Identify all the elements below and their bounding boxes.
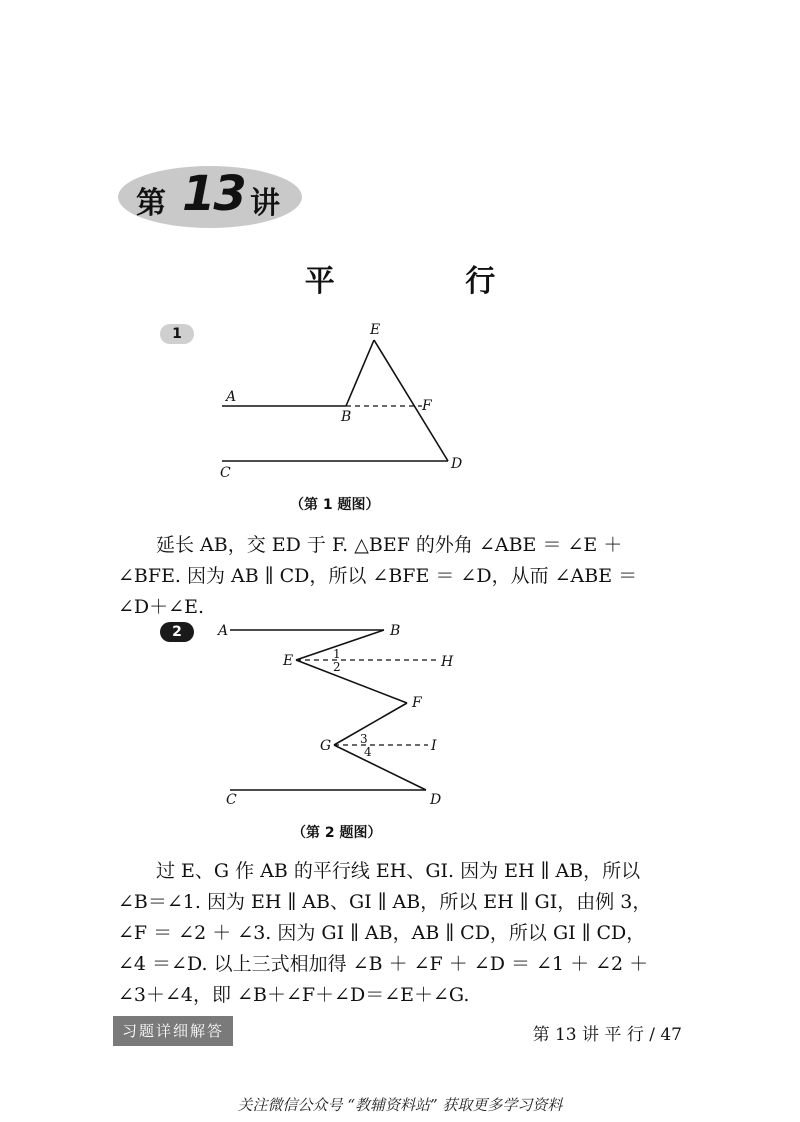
solution-line: ∠3＋∠4，即 ∠B＋∠F＋∠D＝∠E＋∠G. (118, 984, 470, 1006)
label-e: E (283, 653, 294, 669)
label-d: D (451, 456, 463, 472)
footer-page-info: 第 13 讲 平 行 / 47 (532, 1025, 682, 1045)
label-c: C (226, 792, 237, 808)
problem-1-badge: 1 (160, 324, 194, 344)
lecture-number: 13 (182, 166, 245, 222)
solution-line: ∠F ＝ ∠2 ＋ ∠3. 因为 GI ∥ AB，AB ∥ CD，所以 GI ∥ CD， (118, 922, 646, 944)
angle-2-label: 2 (333, 660, 341, 674)
label-i: I (431, 738, 437, 754)
label-a: A (226, 389, 237, 405)
label-c: C (220, 465, 231, 481)
solution-line: ∠D＋∠E. (118, 596, 204, 618)
angle-4-label: 4 (364, 745, 372, 759)
label-g: G (320, 738, 332, 754)
label-d: D (430, 792, 442, 808)
solution-line: ∠4 ＝∠D. 以上三式相加得 ∠B ＋ ∠F ＋ ∠D ＝ ∠1 ＋ ∠2 ＋ (118, 953, 649, 975)
problem-1-caption: （第 1 题图） (290, 497, 380, 513)
lecture-suffix: 讲 (250, 186, 280, 221)
label-f: F (422, 398, 432, 414)
angle-3-label: 3 (360, 732, 368, 746)
solution-line: 延长 AB，交 ED 于 F. △BEF 的外角 ∠ABE ＝ ∠E ＋ (156, 534, 623, 556)
label-f: F (412, 695, 422, 711)
label-b: B (390, 623, 401, 639)
problem-2-badge: 2 (160, 622, 194, 642)
problem-2-solution (118, 856, 690, 1011)
solution-line: 过 E、G 作 AB 的平行线 EH、GI. 因为 EH ∥ AB，所以 (156, 860, 641, 882)
label-a: A (218, 623, 229, 639)
line-fg (334, 703, 407, 745)
label-b: B (341, 409, 352, 425)
problem-2-caption: （第 2 题图） (292, 825, 382, 841)
label-h: H (441, 654, 454, 670)
solution-line: ∠B＝∠1. 因为 EH ∥ AB、GI ∥ AB，所以 EH ∥ GI，由例 3， (118, 891, 652, 913)
footer-section-tag: 习题详细解答 (113, 1016, 233, 1046)
label-e: E (370, 322, 381, 338)
angle-1-label: 1 (333, 647, 341, 661)
line-ef (296, 660, 407, 703)
solution-line: ∠BFE. 因为 AB ∥ CD，所以 ∠BFE ＝ ∠D，从而 ∠ABE ＝ (118, 565, 638, 587)
watermark-text: 关注微信公众号 “教辅资料站” 获取更多学习资料 (237, 1096, 563, 1114)
line-gd (334, 745, 426, 790)
page-title: 平 行 (304, 264, 556, 299)
lecture-prefix: 第 (136, 186, 166, 221)
